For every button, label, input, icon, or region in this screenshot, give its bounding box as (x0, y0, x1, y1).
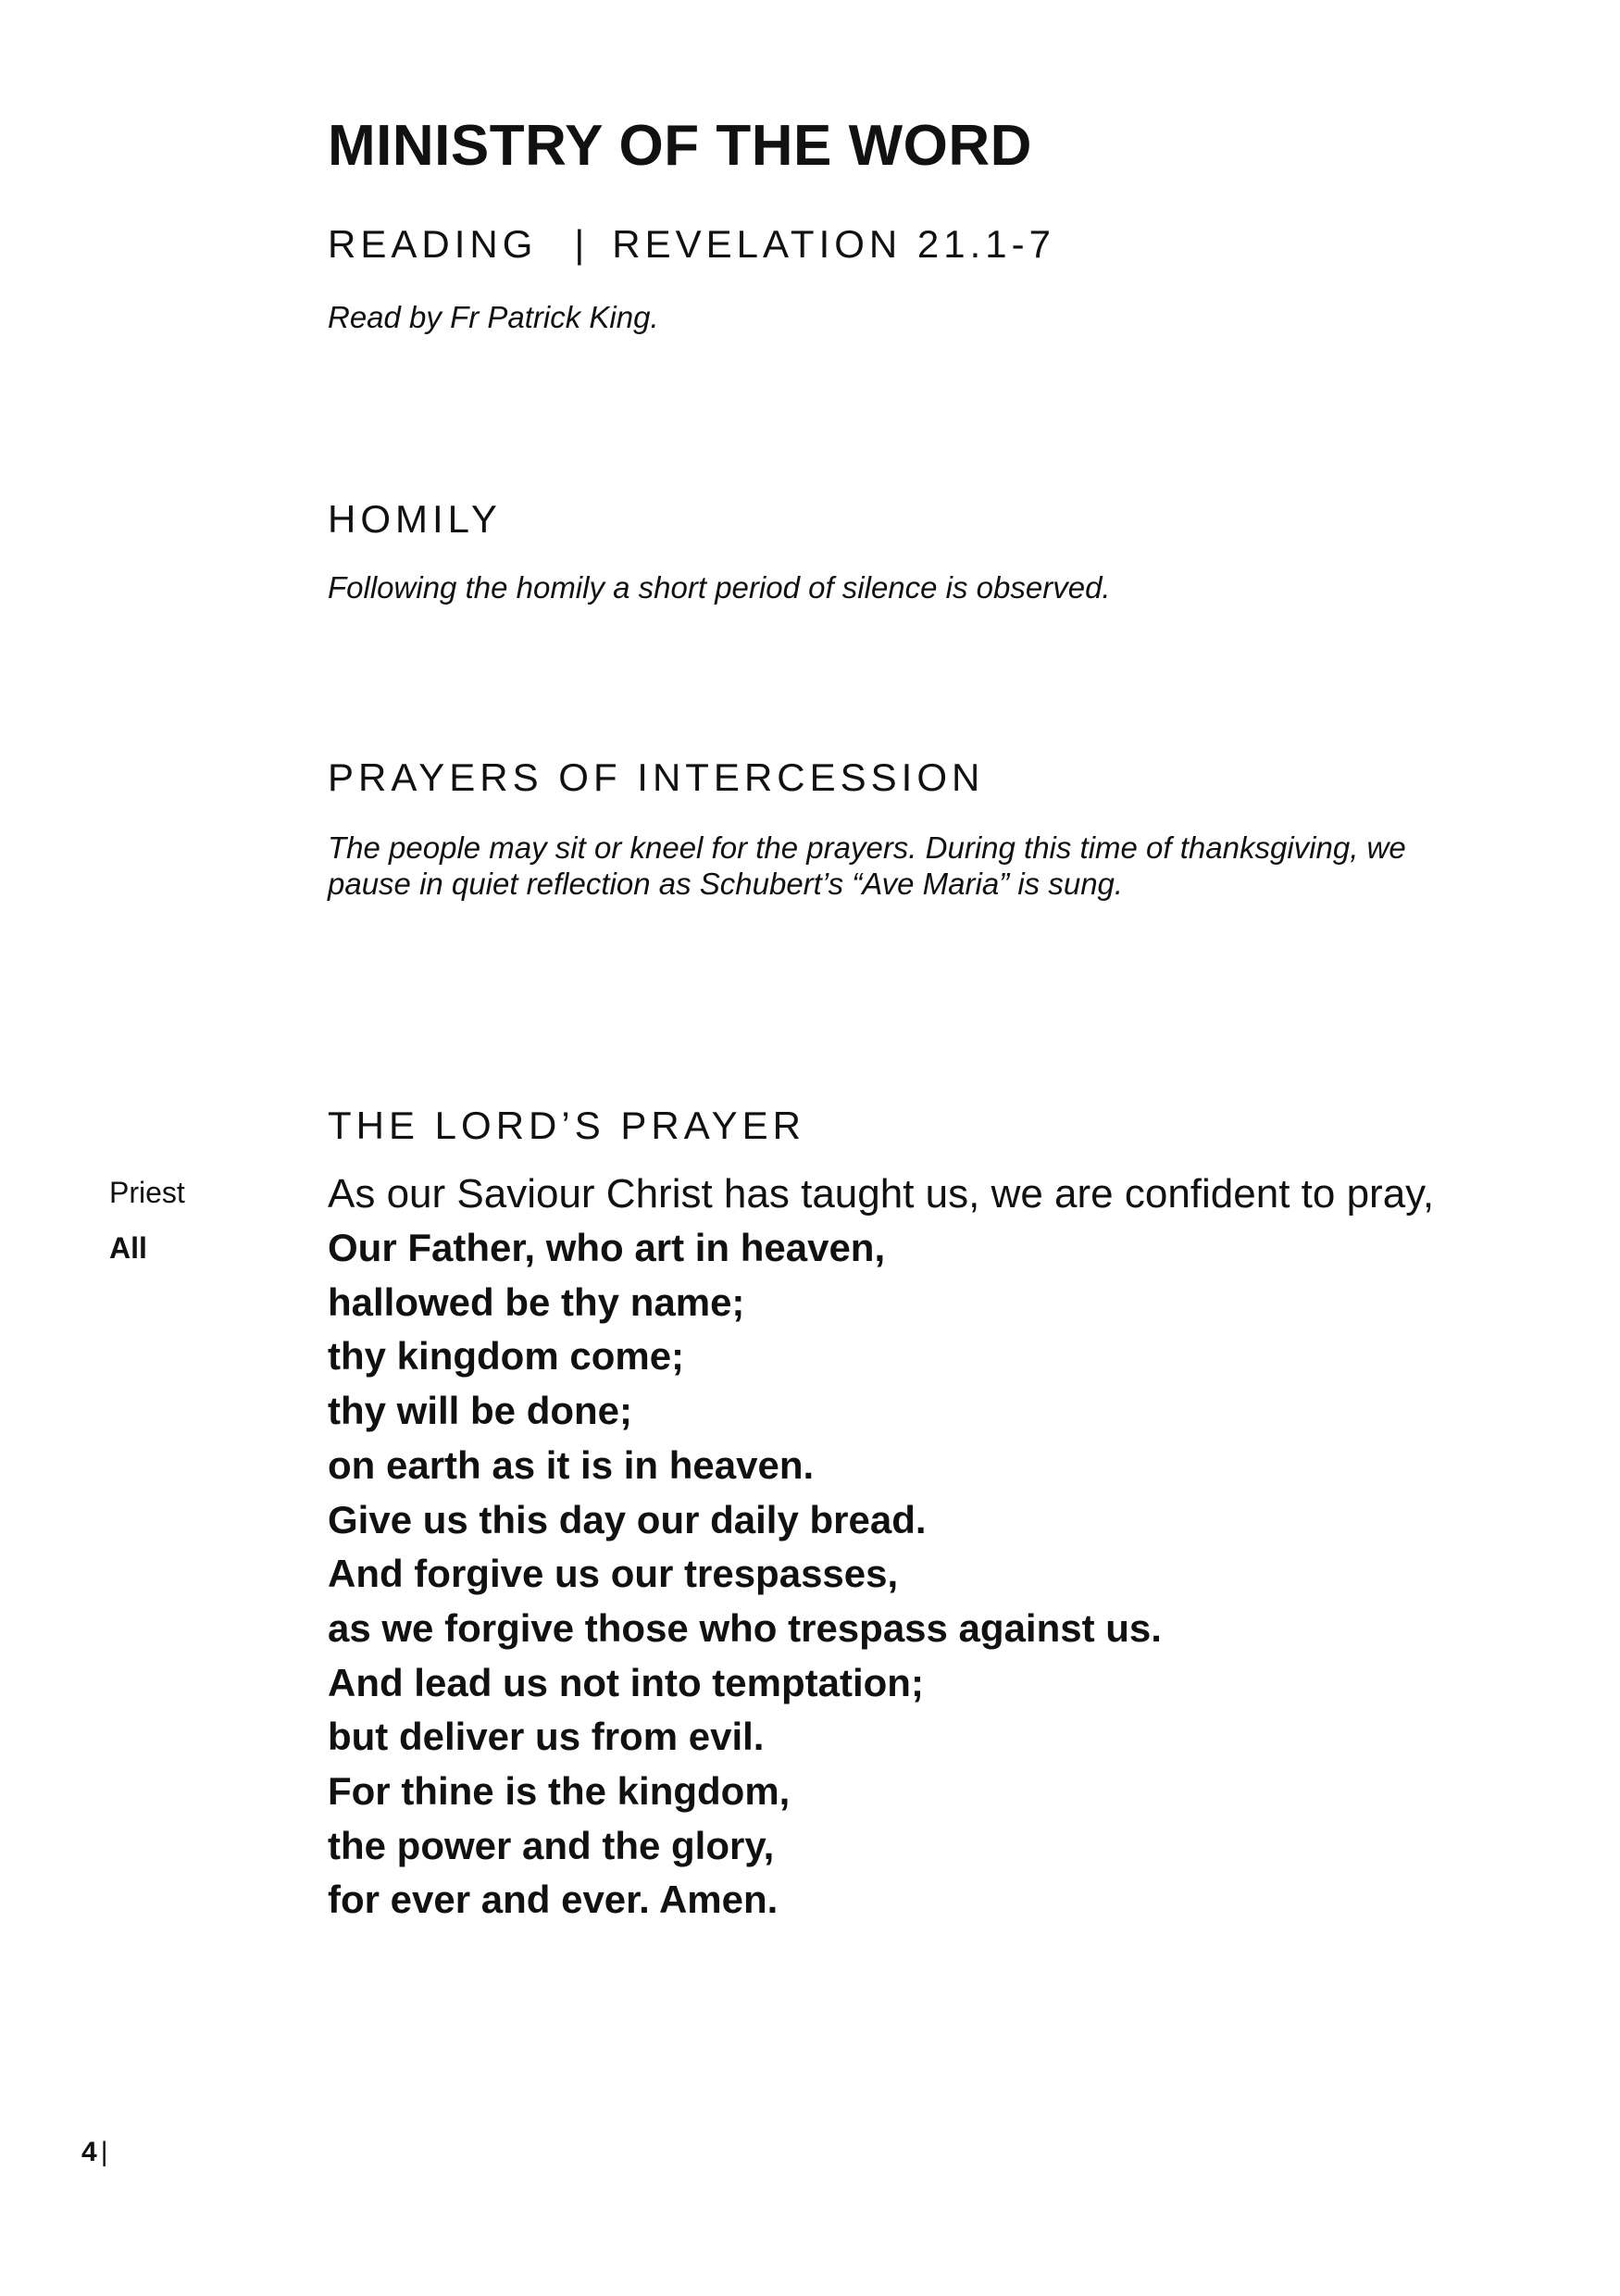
prayer-line: for ever and ever. Amen. (328, 1878, 779, 1922)
prayer-line: And forgive us our trespasses, (328, 1552, 899, 1596)
prayer-text (328, 1221, 1162, 1928)
reading-heading (328, 218, 1055, 270)
prayer-line: For thine is the kingdom, (328, 1769, 791, 1814)
prayer-line: on earth as it is in heaven. (328, 1442, 815, 1487)
homily-rubric: Following the homily a short period of silence is observed. (328, 570, 1111, 605)
prayer-line: thy will be done; (328, 1389, 633, 1433)
speaker-label-all: All (109, 1231, 147, 1265)
intercession-heading: PRAYERS OF INTERCESSION (328, 755, 985, 799)
reading-separator: | (574, 222, 585, 266)
speaker-label-priest: Priest (109, 1176, 185, 1209)
prayer-line: as we forgive those who trespass against us. (328, 1605, 1162, 1650)
reading-label: READING (328, 222, 538, 266)
prayer-line: Our Father, who art in heaven, (328, 1226, 886, 1269)
homily-heading: HOMILY (328, 497, 502, 541)
prayer-line: hallowed be thy name; (328, 1279, 745, 1324)
page-number-separator: | (100, 2137, 108, 2167)
page-title: MINISTRY OF THE WORD (328, 114, 1032, 178)
prayer-line: And lead us not into temptation; (328, 1660, 924, 1704)
prayer-line: the power and the glory, (328, 1823, 775, 1867)
reading-reference: REVELATION 21.1-7 (612, 222, 1055, 266)
page-footer (81, 2134, 107, 2171)
reading-rubric: Read by Fr Patrick King. (328, 300, 659, 334)
prayer-line: Give us this day our daily bread. (328, 1497, 927, 1541)
lords-prayer-heading: THE LORD’S PRAYER (328, 1104, 805, 1147)
intercession-rubric: The people may sit or kneel for the prayers. During this time of thanksgiving, we pause in quiet reflection as Schubert’s “Ave Maria” is sung. (328, 830, 1406, 901)
page-number: 4 (81, 2137, 97, 2167)
prayer-line: but deliver us from evil. (328, 1715, 765, 1759)
priest-text: As our Saviour Christ has taught us, we are confident to pray, (328, 1171, 1435, 1217)
prayer-line: thy kingdom come; (328, 1334, 685, 1379)
